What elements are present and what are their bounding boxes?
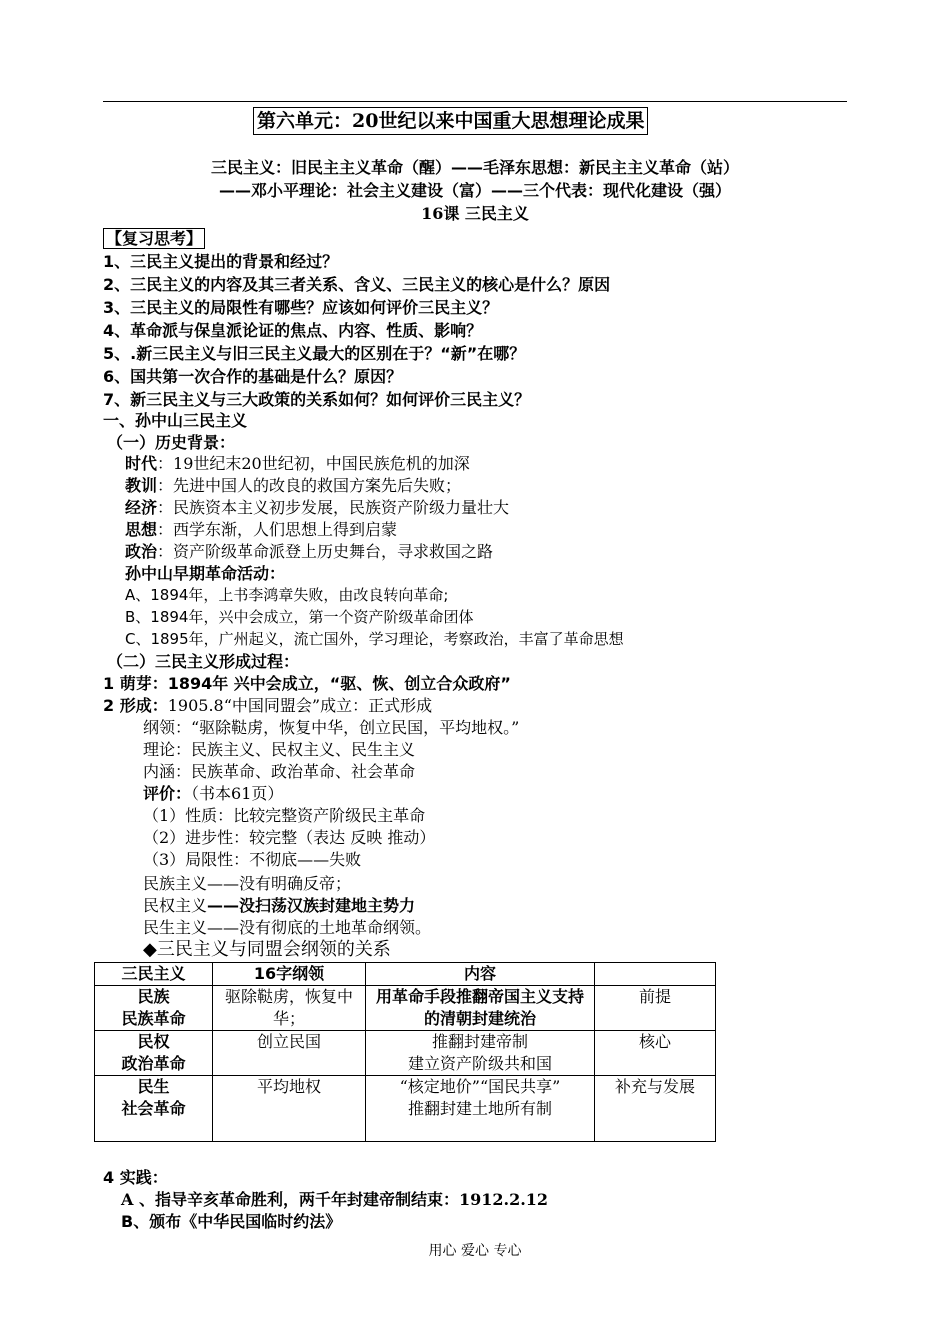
practice-item-b: B、颁布《中华民国临时约法》 xyxy=(121,1212,342,1231)
row-principle xyxy=(95,1031,213,1076)
practice-item-a: A 、指导辛亥革命胜利，两千年封建帝制结束：1912.2.12 xyxy=(121,1190,549,1209)
row-slogan: 驱除鞑虏，恢复中华； xyxy=(213,986,366,1031)
content-line: 推翻封建土地所有制 xyxy=(407,1099,552,1118)
background-thought: 思想：西学东渐，人们思想上得到启蒙 xyxy=(125,520,398,539)
formation-connotation: 内涵：民族革命、政治革命、社会革命 xyxy=(143,762,416,781)
evaluation-limitation: （3）局限性：不彻底——失败 xyxy=(143,850,362,869)
table-header-row xyxy=(95,963,716,986)
early-activity-b: B、1894年，兴中会成立，第一个资产阶级革命团体 xyxy=(125,608,474,626)
background-politics: 政治：资产阶级革命派登上历史舞台，寻求救国之路 xyxy=(125,542,494,561)
background-economy: 经济：民族资本主义初步发展，民族资产阶级力量壮大 xyxy=(125,498,510,517)
relation-table xyxy=(94,962,716,1142)
formation-program: 纲领：“驱除鞑虏，恢复中华，创立民国，平均地权。” xyxy=(143,718,520,737)
review-question-7: 7、新三民主义与三大政策的关系如何？如何评价三民主义？ xyxy=(103,390,531,409)
review-heading: 【复习思考】 xyxy=(103,228,205,249)
principle-revolution: 民族革命 xyxy=(121,1009,186,1028)
principle-name: 民族 xyxy=(137,987,170,1006)
row-principle xyxy=(95,986,213,1031)
row-role: 前提 xyxy=(595,986,716,1031)
content-line: 建立资产阶级共和国 xyxy=(407,1054,552,1073)
evaluation-nature: （1）性质：比较完整资产阶级民主革命 xyxy=(143,806,426,825)
header-principle: 三民主义 xyxy=(95,963,213,986)
background-lesson: 教训：先进中国人的改良的救国方案先后失败； xyxy=(125,476,462,495)
row-slogan: 平均地权 xyxy=(213,1076,366,1142)
content-line: 推翻封建帝制 xyxy=(431,1032,528,1051)
early-activity-heading: 孙中山早期革命活动： xyxy=(125,564,286,583)
early-activity-c: C、1895年，广州起义，流亡国外，学习理论，考察政治，丰富了革命思想 xyxy=(125,630,624,648)
table-row xyxy=(95,1076,716,1142)
principle-revolution: 社会革命 xyxy=(121,1099,186,1118)
review-question-2: 2、三民主义的内容及其三者关系、含义、三民主义的核心是什么？原因 xyxy=(103,275,611,294)
table-title: ◆三民主义与同盟会纲领的关系 xyxy=(143,939,391,960)
review-question-5: 5、.新三民主义与旧三民主义最大的区别在于？“新”在哪？ xyxy=(103,344,526,363)
row-content xyxy=(366,1031,595,1076)
practice-heading: 4 实践： xyxy=(103,1168,168,1187)
row-slogan: 创立民国 xyxy=(213,1031,366,1076)
row-role: 补充与发展 xyxy=(595,1076,716,1142)
row-content: 用革命手段推翻帝国主义支持的清朝封建统治 xyxy=(366,986,595,1031)
background-heading: （一）历史背景： xyxy=(107,433,236,452)
summary-line-1: 三民主义：旧民主主义革命（醒）——毛泽东思想：新民主主义革命（站） xyxy=(210,158,739,177)
content-line: “核定地价”“国民共享” xyxy=(399,1077,561,1096)
page-footer: 用心 爱心 专心 xyxy=(428,1243,522,1259)
header-role xyxy=(595,963,716,986)
unit-title: 第六单元：20世纪以来中国重大思想理论成果 xyxy=(253,107,648,135)
row-content xyxy=(366,1076,595,1142)
formation-heading: （二）三民主义形成过程： xyxy=(107,652,300,671)
limit-nationalism: 民族主义——没有明确反帝； xyxy=(143,874,352,893)
row-role: 核心 xyxy=(595,1031,716,1076)
lesson-title: 16课 三民主义 xyxy=(421,204,529,223)
section-1-heading: 一、孙中山三民主义 xyxy=(103,411,248,430)
row-principle xyxy=(95,1076,213,1142)
evaluation-progress: （2）进步性：较完整（表达 反映 推动） xyxy=(143,828,436,847)
table-row xyxy=(95,986,716,1031)
formation-theory: 理论：民族主义、民权主义、民生主义 xyxy=(143,740,416,759)
limit-democracy: 民权主义——没扫荡汉族封建地主势力 xyxy=(143,896,416,915)
table-row xyxy=(95,1031,716,1076)
header-slogan: 16字纲领 xyxy=(213,963,366,986)
background-era: 时代：19世纪末20世纪初，中国民族危机的加深 xyxy=(125,454,470,473)
review-question-3: 3、三民主义的局限性有哪些？应该如何评价三民主义？ xyxy=(103,298,499,317)
principle-name: 民权 xyxy=(137,1032,170,1051)
formation-formed: 2 形成：1905.8“中国同盟会”成立：正式形成 xyxy=(103,696,433,715)
early-activity-a: A、1894年，上书李鸿章失败，由改良转向革命; xyxy=(125,586,449,604)
principle-name: 民生 xyxy=(137,1077,170,1096)
review-question-1: 1、三民主义提出的背景和经过？ xyxy=(103,252,339,271)
evaluation-line: 评价：（书本61页） xyxy=(143,784,284,803)
limit-livelihood: 民生主义——没有彻底的土地革命纲领。 xyxy=(143,918,432,937)
principle-revolution: 政治革命 xyxy=(121,1054,186,1073)
summary-line-2: ——邓小平理论：社会主义建设（富）——三个代表：现代化建设（强） xyxy=(218,181,731,200)
header-content: 内容 xyxy=(366,963,595,986)
formation-sprout: 1 萌芽：1894年 兴中会成立，“驱、恢、创立合众政府” xyxy=(103,674,511,693)
top-rule xyxy=(103,101,847,102)
review-question-4: 4、革命派与保皇派论证的焦点、内容、性质、影响？ xyxy=(103,321,483,340)
review-question-6: 6、国共第一次合作的基础是什么？原因？ xyxy=(103,367,403,386)
